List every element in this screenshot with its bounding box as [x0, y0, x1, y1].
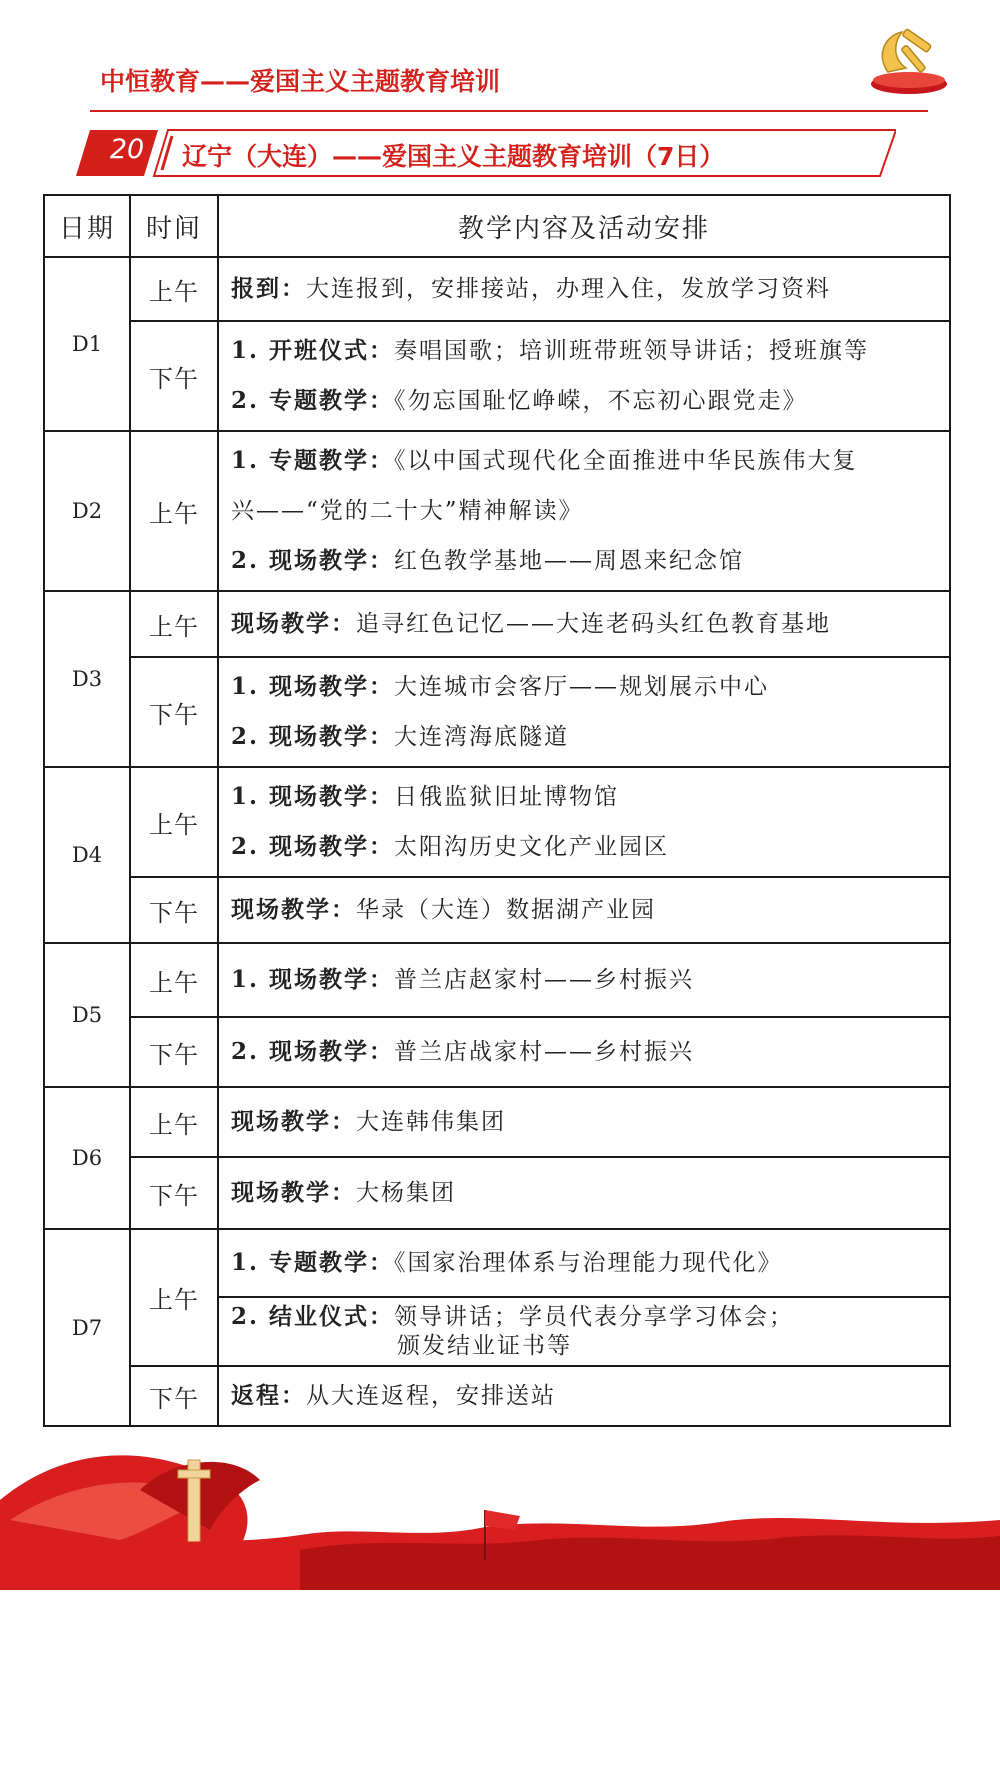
table-row — [44, 1366, 950, 1426]
item-label: 1. 现场教学： — [231, 673, 395, 700]
item-text: 《国家治理体系与治理能力现代化》 — [394, 1250, 783, 1276]
item-text: 红色教学基地——周恩来纪念馆 — [394, 548, 745, 574]
item-text: 大连报到，安排接站，办理入住，发放学习资料 — [306, 276, 831, 302]
content-cell — [218, 1087, 950, 1157]
table-row — [44, 1229, 950, 1297]
table-row — [44, 767, 950, 877]
item-label: 2. 结业仪式： — [231, 1303, 395, 1330]
content-cell — [218, 1297, 950, 1366]
time-cell: 下午 — [130, 1157, 218, 1229]
table-row — [44, 1017, 950, 1087]
item-label: 2. 现场教学： — [231, 723, 395, 750]
table-row — [44, 1087, 950, 1157]
table-row — [44, 591, 950, 657]
item-text: 太阳沟历史文化产业园区 — [394, 834, 670, 860]
item-text: 大杨集团 — [356, 1180, 456, 1206]
day-cell: D4 — [44, 767, 130, 943]
item-label: 1. 现场教学： — [231, 966, 395, 993]
item-label: 2. 现场教学： — [231, 547, 395, 574]
item-label: 2. 现场教学： — [231, 1038, 395, 1065]
item-text: 普兰店战家村——乡村振兴 — [394, 1039, 695, 1065]
item-label: 现场教学： — [231, 610, 356, 637]
day-cell: D3 — [44, 591, 130, 767]
table-header-row — [44, 195, 950, 257]
item-label: 现场教学： — [231, 1108, 356, 1135]
section-number: 20 — [109, 134, 145, 165]
item-text: 领导讲话；学员代表分享学习体会； — [394, 1304, 795, 1330]
table-row — [44, 1157, 950, 1229]
item-text: 大连韩伟集团 — [356, 1109, 506, 1135]
day-cell: D5 — [44, 943, 130, 1087]
day-cell: D6 — [44, 1087, 130, 1229]
table-row — [44, 257, 950, 321]
item-label: 1. 专题教学： — [231, 447, 395, 474]
party-emblem-icon — [866, 22, 952, 98]
header-content: 教学内容及活动安排 — [218, 195, 950, 257]
item-text: 颁发结业证书等 — [397, 1333, 572, 1359]
item-text: 从大连返程，安排送站 — [306, 1383, 556, 1409]
time-cell: 上午 — [130, 1087, 218, 1157]
table-row — [44, 877, 950, 943]
content-cell — [218, 431, 950, 591]
table-row — [44, 321, 950, 431]
time-cell: 下午 — [130, 1017, 218, 1087]
item-label: 2. 现场教学： — [231, 833, 395, 860]
header-title: 中恒教育——爱国主义主题教育培训 — [100, 67, 501, 96]
header-divider — [90, 110, 928, 112]
content-cell — [218, 591, 950, 657]
table-row — [44, 657, 950, 767]
content-cell — [218, 257, 950, 321]
table-row — [44, 431, 950, 591]
content-cell — [218, 1017, 950, 1087]
time-cell: 上午 — [130, 431, 218, 591]
item-label: 报到： — [231, 275, 306, 302]
header-day: 日期 — [44, 195, 130, 257]
time-cell: 下午 — [130, 321, 218, 431]
item-label: 1. 开班仪式： — [231, 337, 395, 364]
content-cell — [218, 657, 950, 767]
item-label: 现场教学： — [231, 896, 356, 923]
section-title: 辽宁（大连）——爱国主义主题教育培训（7日） — [182, 142, 725, 171]
item-text: 《勿忘国耻忆峥嵘，不忘初心跟党走》 — [394, 388, 808, 414]
time-cell: 上午 — [130, 591, 218, 657]
item-label: 1. 专题教学： — [231, 1249, 395, 1276]
content-cell — [218, 943, 950, 1017]
day-cell: D2 — [44, 431, 130, 591]
item-text: 追寻红色记忆——大连老码头红色教育基地 — [356, 611, 831, 637]
day-cell: D1 — [44, 257, 130, 431]
item-text: 奏唱国歌；培训班带班领导讲话；授班旗等 — [394, 338, 870, 364]
item-text: 《以中国式现代化全面推进中华民族伟大复 — [394, 448, 858, 474]
time-cell: 下午 — [130, 1366, 218, 1426]
item-text: 日俄监狱旧址博物馆 — [394, 784, 620, 810]
time-cell: 上午 — [130, 1229, 218, 1366]
header-time: 时间 — [130, 195, 218, 257]
time-cell: 上午 — [130, 943, 218, 1017]
item-text: 大连城市会客厅——规划展示中心 — [394, 674, 770, 700]
item-text: 大连湾海底隧道 — [394, 724, 570, 750]
time-cell: 下午 — [130, 657, 218, 767]
item-label: 1. 现场教学： — [231, 783, 395, 810]
content-cell — [218, 321, 950, 431]
time-cell: 上午 — [130, 767, 218, 877]
content-cell — [218, 877, 950, 943]
content-cell — [218, 1229, 950, 1297]
schedule-table — [43, 194, 951, 1427]
content-cell — [218, 1157, 950, 1229]
item-label: 2. 专题教学： — [231, 387, 395, 414]
time-cell: 下午 — [130, 877, 218, 943]
item-text: 普兰店赵家村——乡村振兴 — [394, 967, 695, 993]
time-cell: 上午 — [130, 257, 218, 321]
decorative-footer-flag-art — [0, 1440, 1000, 1590]
table-row — [44, 943, 950, 1017]
day-cell: D7 — [44, 1229, 130, 1426]
item-text: 兴——“党的二十大”精神解读》 — [231, 498, 584, 524]
content-cell — [218, 767, 950, 877]
item-label: 返程： — [231, 1382, 306, 1409]
item-text: 华录（大连）数据湖产业园 — [356, 897, 656, 923]
item-label: 现场教学： — [231, 1179, 356, 1206]
content-cell — [218, 1366, 950, 1426]
